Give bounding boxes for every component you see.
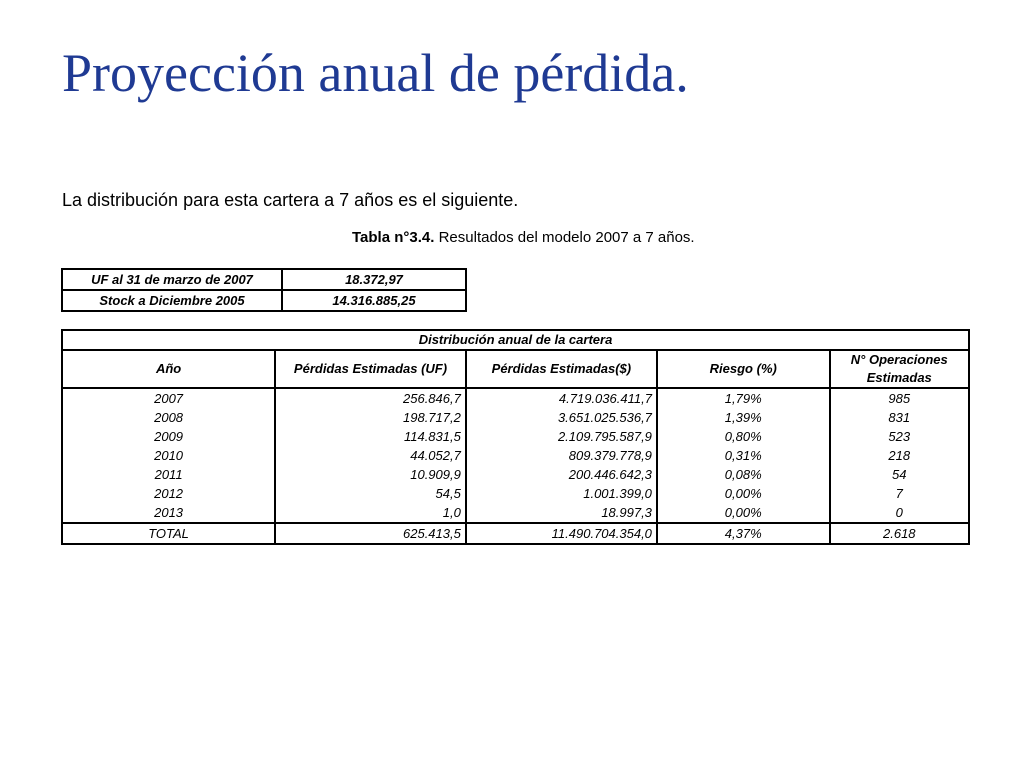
- table-row: [62, 484, 969, 503]
- cell-operations: 831: [830, 408, 969, 427]
- intro-text: La distribución para esta cartera a 7 años es el siguiente.: [62, 190, 519, 210]
- cell-risk: 1,79%: [657, 388, 830, 408]
- header-row: [62, 350, 969, 388]
- info-value: 18.372,97: [282, 269, 466, 290]
- total-cell-risk: 4,37%: [657, 523, 830, 544]
- cell-year: 2011: [62, 465, 275, 484]
- total-cell-losses-clp: 11.490.704.354,0: [466, 523, 657, 544]
- cell-year: 2012: [62, 484, 275, 503]
- table-row: [62, 408, 969, 427]
- table-row: [62, 503, 969, 523]
- cell-operations: 54: [830, 465, 969, 484]
- cell-year: 2009: [62, 427, 275, 446]
- cell-year: 2008: [62, 408, 275, 427]
- total-cell-operations: 2.618: [830, 523, 969, 544]
- table-caption: [352, 228, 695, 248]
- table-caption-number: Tabla n°3.4.: [352, 229, 435, 246]
- cell-losses-clp: 4.719.036.411,7: [466, 388, 657, 408]
- cell-losses-uf: 256.846,7: [275, 388, 466, 408]
- cell-operations: 0: [830, 503, 969, 523]
- cell-losses-uf: 198.717,2: [275, 408, 466, 427]
- cell-losses-clp: 2.109.795.587,9: [466, 427, 657, 446]
- cell-risk: 0,08%: [657, 465, 830, 484]
- info-value: 14.316.885,25: [282, 290, 466, 311]
- table-row: [62, 427, 969, 446]
- cell-losses-clp: 18.997,3: [466, 503, 657, 523]
- info-label: Stock a Diciembre 2005: [62, 290, 282, 311]
- cell-operations: 218: [830, 446, 969, 465]
- info-row: [62, 269, 466, 290]
- cell-risk: 0,31%: [657, 446, 830, 465]
- total-cell-losses-uf: 625.413,5: [275, 523, 466, 544]
- cell-losses-clp: 3.651.025.536,7: [466, 408, 657, 427]
- slide-title: Proyección anual de pérdida.: [62, 43, 689, 103]
- distribution-caption: Distribución anual de la cartera: [62, 330, 969, 350]
- header-losses-uf: Pérdidas Estimadas (UF): [275, 350, 466, 388]
- cell-risk: 0,00%: [657, 484, 830, 503]
- cell-operations: 7: [830, 484, 969, 503]
- header-year: Año: [62, 350, 275, 388]
- cell-losses-uf: 44.052,7: [275, 446, 466, 465]
- distribution-table: [61, 329, 970, 545]
- cell-losses-clp: 809.379.778,9: [466, 446, 657, 465]
- cell-risk: 0,00%: [657, 503, 830, 523]
- cell-losses-clp: 1.001.399,0: [466, 484, 657, 503]
- table-row: [62, 388, 969, 408]
- total-row: [62, 523, 969, 544]
- info-table: [61, 268, 467, 312]
- cell-losses-clp: 200.446.642,3: [466, 465, 657, 484]
- cell-risk: 1,39%: [657, 408, 830, 427]
- table-row: [62, 446, 969, 465]
- header-risk: Riesgo (%): [657, 350, 830, 388]
- table-row: [62, 465, 969, 484]
- cell-losses-uf: 1,0: [275, 503, 466, 523]
- info-label: UF al 31 de marzo de 2007: [62, 269, 282, 290]
- cell-year: 2013: [62, 503, 275, 523]
- cell-year: 2007: [62, 388, 275, 408]
- cell-operations: 985: [830, 388, 969, 408]
- cell-losses-uf: 10.909,9: [275, 465, 466, 484]
- header-operations: N° Operaciones Estimadas: [830, 350, 969, 388]
- table-caption-text: Resultados del modelo 2007 a 7 años.: [434, 229, 695, 246]
- cell-risk: 0,80%: [657, 427, 830, 446]
- cell-losses-uf: 114.831,5: [275, 427, 466, 446]
- info-row: [62, 290, 466, 311]
- cell-losses-uf: 54,5: [275, 484, 466, 503]
- cell-year: 2010: [62, 446, 275, 465]
- distribution-caption-row: [62, 330, 969, 350]
- cell-operations: 523: [830, 427, 969, 446]
- total-cell-year: TOTAL: [62, 523, 275, 544]
- header-losses-clp: Pérdidas Estimadas($): [466, 350, 657, 388]
